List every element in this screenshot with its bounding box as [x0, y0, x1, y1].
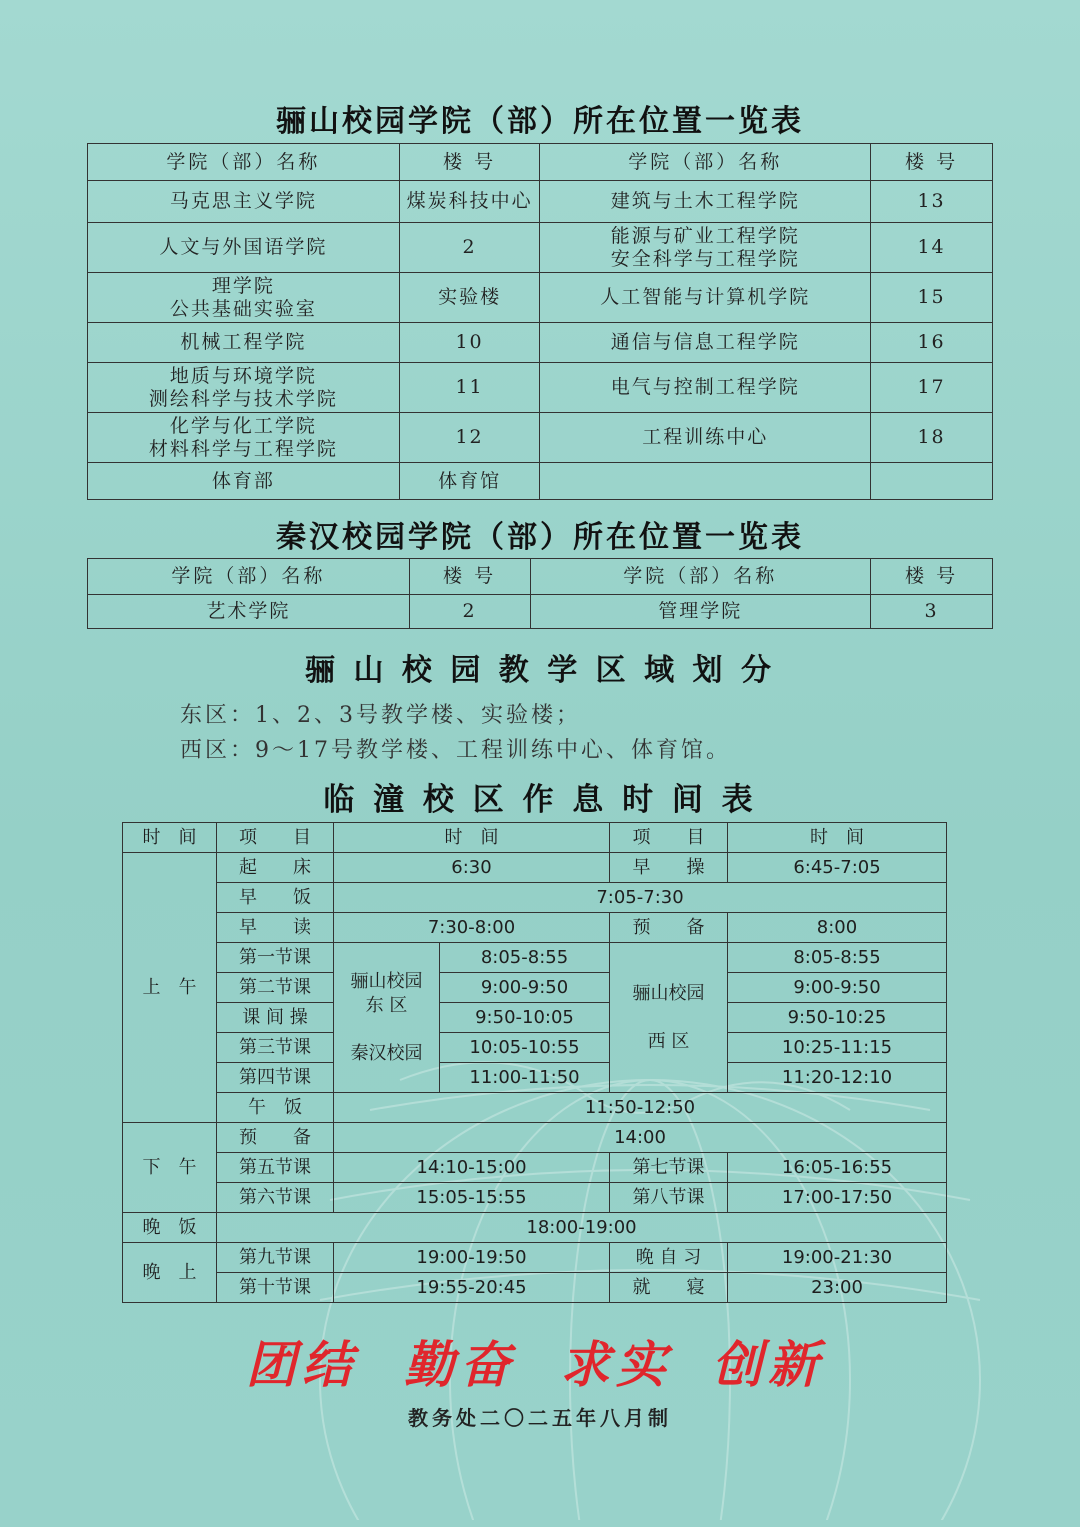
item-label: 预 备 [217, 1123, 334, 1153]
table-row [123, 1273, 947, 1303]
column-header: 楼 号 [399, 144, 540, 181]
college-name: 能源与矿业工程学院 安全科学与工程学院 [540, 223, 871, 273]
east-zone-text: 东区：1、2、3号教学楼、实验楼； [180, 703, 581, 728]
item-label: 晚 自 习 [610, 1243, 728, 1273]
time-value: 11:20-12:10 [728, 1063, 947, 1093]
time-value: 6:45-7:05 [728, 853, 947, 883]
item-label: 第五节课 [217, 1153, 334, 1183]
item-label: 第八节课 [610, 1183, 728, 1213]
time-value: 7:30-8:00 [334, 913, 610, 943]
building-number: 煤炭科技中心 [399, 181, 540, 223]
time-value: 11:00-11:50 [440, 1063, 610, 1093]
table-row [88, 181, 993, 223]
building-number: 16 [871, 323, 993, 363]
qinhan-table-title: 秦汉校园学院（部）所在位置一览表 [276, 520, 804, 555]
time-value: 15:05-15:55 [334, 1183, 610, 1213]
college-name: 建筑与土木工程学院 [540, 181, 871, 223]
zones-title: 骊 山 校 园 教 学 区 域 划 分 [305, 653, 775, 688]
college-name [540, 463, 871, 500]
period-morning: 上 午 [123, 853, 217, 1123]
west-campus-group: 骊山校园 西 区 [610, 943, 728, 1093]
table-row [88, 413, 993, 463]
item-label: 早 操 [610, 853, 728, 883]
time-value: 17:00-17:50 [728, 1183, 947, 1213]
column-header: 楼 号 [871, 559, 993, 595]
column-header: 项 目 [610, 823, 728, 853]
motto-innovation: 创新 [712, 1335, 824, 1394]
table-row [123, 1093, 947, 1123]
building-number: 体育馆 [399, 463, 540, 500]
item-label: 第三节课 [217, 1033, 334, 1063]
building-number: 13 [871, 181, 993, 223]
period-dinner: 晚 饭 [123, 1213, 217, 1243]
time-value: 14:10-15:00 [334, 1153, 610, 1183]
time-value: 8:05-8:55 [440, 943, 610, 973]
table-row [123, 883, 947, 913]
building-number: 2 [399, 223, 540, 273]
column-header: 楼 号 [409, 559, 530, 595]
table-row [123, 1063, 947, 1093]
item-label: 第七节课 [610, 1153, 728, 1183]
time-value: 9:50-10:05 [440, 1003, 610, 1033]
item-label: 第二节课 [217, 973, 334, 1003]
college-name: 电气与控制工程学院 [540, 363, 871, 413]
issuer-footer: 教务处二〇二五年八月制 [408, 1406, 672, 1430]
time-value: 23:00 [728, 1273, 947, 1303]
qinhan-location-table [87, 558, 993, 629]
table-row [88, 595, 993, 629]
time-value: 16:05-16:55 [728, 1153, 947, 1183]
column-header: 学院（部）名称 [540, 144, 871, 181]
building-number [871, 463, 993, 500]
college-name: 人工智能与计算机学院 [540, 273, 871, 323]
time-value: 18:00-19:00 [217, 1213, 947, 1243]
building-number: 2 [409, 595, 530, 629]
item-label: 起 床 [217, 853, 334, 883]
period-lunch: 午 饭 [217, 1093, 334, 1123]
time-value: 10:05-10:55 [440, 1033, 610, 1063]
item-label: 第四节课 [217, 1063, 334, 1093]
college-name: 体育部 [88, 463, 400, 500]
table-row [123, 1213, 947, 1243]
period-afternoon: 下 午 [123, 1123, 217, 1213]
table-row [123, 943, 947, 973]
building-number: 12 [399, 413, 540, 463]
table-row [123, 1243, 947, 1273]
item-label: 早 饭 [217, 883, 334, 913]
item-label: 第六节课 [217, 1183, 334, 1213]
column-header: 学院（部）名称 [88, 559, 410, 595]
period-evening: 晚 上 [123, 1243, 217, 1303]
lishan-table-title: 骊山校园学院（部）所在位置一览表 [276, 104, 804, 139]
college-name: 地质与环境学院 测绘科学与技术学院 [88, 363, 400, 413]
college-name: 化学与化工学院 材料科学与工程学院 [88, 413, 400, 463]
time-value: 14:00 [334, 1123, 947, 1153]
table-row [123, 913, 947, 943]
time-value: 19:00-21:30 [728, 1243, 947, 1273]
college-name: 马克思主义学院 [88, 181, 400, 223]
table-row [123, 853, 947, 883]
time-value: 9:00-9:50 [440, 973, 610, 1003]
item-label: 就 寝 [610, 1273, 728, 1303]
college-name: 艺术学院 [88, 595, 410, 629]
table-row [123, 1123, 947, 1153]
item-label: 第一节课 [217, 943, 334, 973]
table-row [123, 1153, 947, 1183]
college-name: 管理学院 [530, 595, 871, 629]
building-number: 18 [871, 413, 993, 463]
column-header: 时 间 [123, 823, 217, 853]
college-name: 理学院 公共基础实验室 [88, 273, 400, 323]
lishan-location-table [87, 143, 993, 500]
time-value: 19:00-19:50 [334, 1243, 610, 1273]
time-value: 7:05-7:30 [334, 883, 947, 913]
college-name: 通信与信息工程学院 [540, 323, 871, 363]
time-value: 11:50-12:50 [334, 1093, 947, 1123]
table-row [123, 1003, 947, 1033]
motto-realism: 求实 [560, 1335, 672, 1394]
table-header-row [123, 823, 947, 853]
column-header: 学院（部）名称 [88, 144, 400, 181]
column-header: 楼 号 [871, 144, 993, 181]
table-header-row [88, 144, 993, 181]
column-header: 时 间 [728, 823, 947, 853]
table-row [123, 1183, 947, 1213]
building-number: 10 [399, 323, 540, 363]
time-value: 8:05-8:55 [728, 943, 947, 973]
time-value: 8:00 [728, 913, 947, 943]
east-campus-group: 骊山校园 东 区 秦汉校园 [334, 943, 440, 1093]
item-label: 第十节课 [217, 1273, 334, 1303]
time-value: 19:55-20:45 [334, 1273, 610, 1303]
college-name: 工程训练中心 [540, 413, 871, 463]
building-number: 11 [399, 363, 540, 413]
table-row [123, 973, 947, 1003]
building-number: 实验楼 [399, 273, 540, 323]
college-name: 机械工程学院 [88, 323, 400, 363]
building-number: 15 [871, 273, 993, 323]
time-value: 10:25-11:15 [728, 1033, 947, 1063]
table-row [88, 323, 993, 363]
building-number: 3 [871, 595, 993, 629]
column-header: 时 间 [334, 823, 610, 853]
college-name: 人文与外国语学院 [88, 223, 400, 273]
item-label: 早 读 [217, 913, 334, 943]
time-value: 6:30 [334, 853, 610, 883]
table-row [88, 363, 993, 413]
building-number: 17 [871, 363, 993, 413]
table-header-row [88, 559, 993, 595]
time-value: 9:00-9:50 [728, 973, 947, 1003]
schedule-title: 临 潼 校 区 作 息 时 间 表 [323, 782, 757, 818]
column-header: 学院（部）名称 [530, 559, 871, 595]
table-row [123, 1033, 947, 1063]
table-row [88, 223, 993, 273]
schedule-table [122, 822, 947, 1303]
building-number: 14 [871, 223, 993, 273]
west-zone-text: 西区：9～17号教学楼、工程训练中心、体育馆。 [180, 738, 731, 763]
table-row [88, 273, 993, 323]
table-row [88, 463, 993, 500]
motto-unity: 团结 [246, 1335, 358, 1394]
motto-diligence: 勤奋 [404, 1335, 516, 1394]
item-label: 课 间 操 [217, 1003, 334, 1033]
column-header: 项 目 [217, 823, 334, 853]
item-label: 预 备 [610, 913, 728, 943]
item-label: 第九节课 [217, 1243, 334, 1273]
time-value: 9:50-10:25 [728, 1003, 947, 1033]
